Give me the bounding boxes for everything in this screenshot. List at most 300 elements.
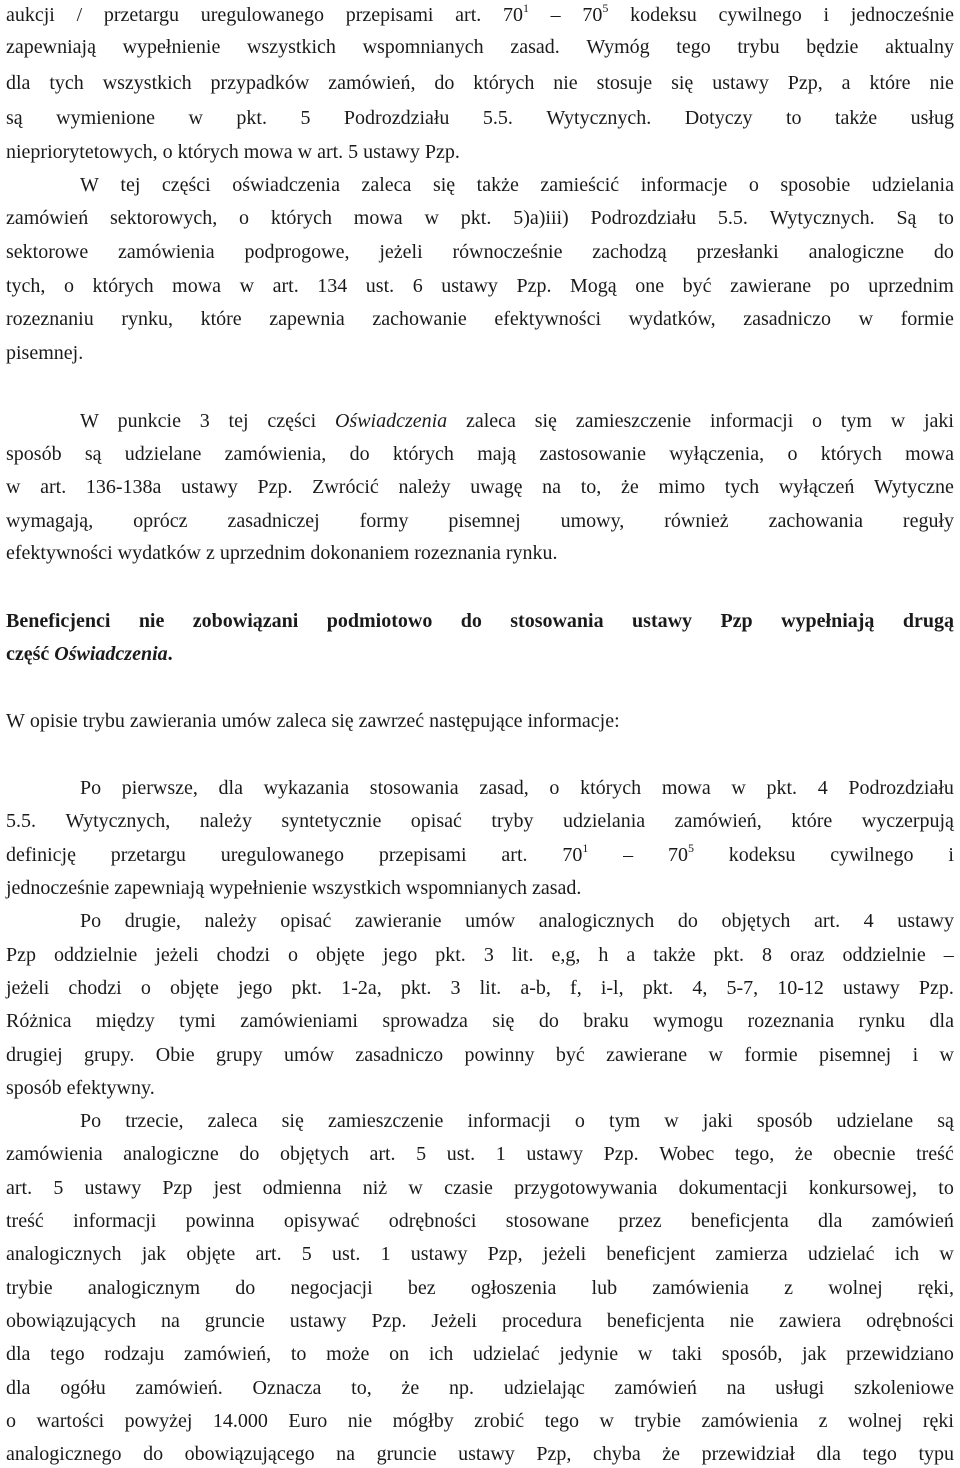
- word: zamówienia: [652, 1277, 749, 1299]
- text-line: [6, 2, 954, 28]
- word: Jeżeli: [431, 1310, 477, 1332]
- word: zapewniają: [114, 877, 205, 899]
- word: Pzp.: [516, 275, 552, 297]
- word: na: [160, 1310, 180, 1332]
- word: niż: [362, 1177, 388, 1199]
- word: szkoleniowe: [853, 1377, 954, 1399]
- word: sposób,: [721, 1343, 783, 1365]
- word: drugą: [902, 610, 954, 632]
- word: jaki: [702, 1110, 733, 1132]
- word: 1-2a,: [341, 977, 382, 999]
- word: uwagę: [470, 476, 523, 498]
- word: 5.5.: [482, 107, 513, 129]
- word: on: [389, 1343, 410, 1365]
- word: analogiczne: [123, 1143, 219, 1165]
- word: mowa: [243, 141, 293, 163]
- word: taki: [672, 1343, 703, 1365]
- word: Wymóg: [586, 36, 650, 58]
- word: 5: [301, 1243, 312, 1265]
- word: także: [476, 174, 519, 196]
- word: i: [823, 4, 830, 26]
- word: 1: [380, 1243, 391, 1265]
- word: ogółu: [60, 1377, 106, 1399]
- word: nie: [729, 1310, 755, 1332]
- word: uregulowanego: [220, 844, 345, 866]
- text-line: [6, 1075, 954, 1101]
- word: Pzp: [720, 610, 753, 632]
- word: opisać: [410, 810, 462, 832]
- word: Obie: [155, 1044, 195, 1066]
- word: opisywać: [283, 1210, 360, 1232]
- word: sprowadza: [382, 1010, 468, 1032]
- word: punkcie: [117, 410, 181, 432]
- word: pierwsze,: [121, 777, 198, 799]
- word: art.: [255, 1243, 282, 1265]
- word: to: [938, 1177, 954, 1199]
- word: Oświadczenia.: [54, 643, 173, 665]
- word: w: [731, 777, 746, 799]
- text-line: [6, 1141, 954, 1167]
- word: gruncie: [204, 1310, 265, 1332]
- word: tego: [544, 1410, 580, 1432]
- word: ustawy: [632, 610, 693, 632]
- word: ustawy: [843, 977, 900, 999]
- word: ręki: [922, 1410, 954, 1432]
- word: zasad,: [479, 777, 529, 799]
- word: do: [538, 1010, 559, 1032]
- word: rozeznaniu: [6, 308, 94, 330]
- word: 10-12: [777, 977, 824, 999]
- word: dla: [818, 1210, 843, 1232]
- word: oraz: [790, 944, 825, 966]
- word: które: [200, 308, 242, 330]
- word: tym: [609, 1110, 641, 1132]
- word: Podrozdziału: [590, 207, 697, 229]
- word: o: [787, 443, 798, 465]
- word: wykazania: [263, 777, 350, 799]
- word: e,g,: [551, 944, 581, 966]
- word: ust.: [332, 1243, 361, 1265]
- word: uprzednim: [219, 542, 306, 564]
- word: rynku: [858, 1010, 906, 1032]
- text-line: [80, 1108, 954, 1134]
- text-line: [6, 474, 954, 500]
- word: zachowania: [768, 510, 863, 532]
- word: to: [938, 207, 954, 229]
- word: i-l,: [600, 977, 624, 999]
- word: 5: [53, 1177, 64, 1199]
- word: mimo: [658, 476, 706, 498]
- word: chodzi: [68, 977, 122, 999]
- word: a-b,: [520, 977, 551, 999]
- word: Pzp,: [787, 72, 823, 94]
- word: się: [331, 710, 354, 732]
- word: przetargu: [110, 844, 186, 866]
- word: lit.: [511, 944, 534, 966]
- word: zamówień: [6, 207, 89, 229]
- word: Pzp,: [536, 1443, 572, 1465]
- word: Wytycznych.: [769, 207, 875, 229]
- word: lub: [591, 1277, 618, 1299]
- word: że: [794, 1143, 813, 1165]
- text-line: [6, 508, 954, 534]
- word: beneficjenta: [690, 1210, 789, 1232]
- word: również: [664, 510, 729, 532]
- word: oddzielnie: [54, 944, 138, 966]
- text-line: [6, 1375, 954, 1401]
- word: pkt.: [291, 977, 323, 999]
- word: zaleca: [276, 710, 327, 732]
- word: jego: [237, 977, 273, 999]
- word: 5)a)iii): [513, 207, 569, 229]
- word: w: [599, 1410, 614, 1432]
- word: Euro: [288, 1410, 328, 1432]
- word: przetargu: [103, 4, 179, 26]
- word: które: [791, 810, 833, 832]
- word: udzielania: [562, 810, 646, 832]
- text-line: [6, 540, 954, 566]
- word: pkt.: [435, 944, 466, 966]
- text-line: [80, 775, 954, 801]
- word: być: [555, 1044, 585, 1066]
- word: sposób: [756, 1110, 813, 1132]
- word: wypełnienie: [122, 36, 221, 58]
- word: jak: [802, 1343, 827, 1365]
- word: art.: [6, 1177, 33, 1199]
- word: zawiera: [779, 1310, 842, 1332]
- bold-heading-line: [6, 608, 954, 634]
- word: jak: [141, 1243, 167, 1265]
- word: wspomnianych: [362, 36, 484, 58]
- word: do: [239, 1143, 260, 1165]
- word: mowa: [661, 777, 711, 799]
- word: efektywności: [494, 308, 602, 330]
- word: wolnej: [847, 1410, 903, 1432]
- word: beneficjenta: [606, 1310, 705, 1332]
- word: zamówieniami: [240, 1010, 358, 1032]
- word: art.: [501, 844, 528, 866]
- word: o: [140, 977, 151, 999]
- word: jednocześnie: [850, 4, 954, 26]
- word: h: [598, 944, 609, 966]
- word: mógłby: [392, 1410, 454, 1432]
- word: są: [937, 1110, 954, 1132]
- word: dokumentacji: [678, 1177, 788, 1199]
- word: pkt.: [460, 207, 492, 229]
- word: /: [76, 4, 83, 26]
- word: –: [943, 944, 954, 966]
- word: stosowania: [369, 777, 459, 799]
- word: umowy,: [560, 510, 625, 532]
- word: się: [432, 174, 456, 196]
- word: nie: [138, 610, 165, 632]
- word: ustawy: [181, 476, 238, 498]
- text-line: [6, 273, 954, 299]
- text-line: [6, 34, 954, 60]
- text-line: [6, 708, 954, 734]
- word: wymagają,: [6, 510, 94, 532]
- word: wypełnienie: [209, 877, 307, 899]
- word: ustawy: [289, 1310, 347, 1332]
- word: one: [635, 275, 665, 297]
- word: treść: [916, 1143, 954, 1165]
- word: równocześnie: [452, 241, 563, 263]
- word: udzielane: [124, 443, 202, 465]
- word: w: [939, 1044, 954, 1066]
- word: jaki: [923, 410, 954, 432]
- word: na: [542, 476, 562, 498]
- word: czasie: [444, 1177, 493, 1199]
- word: może: [326, 1343, 370, 1365]
- word: definicję: [6, 844, 76, 866]
- text-line: [80, 408, 954, 434]
- word: Różnica: [6, 1010, 72, 1032]
- word: analogicznych: [538, 910, 655, 932]
- word: do: [933, 241, 954, 263]
- word: dla: [6, 1343, 31, 1365]
- word: tych: [724, 476, 760, 498]
- word: z: [818, 1410, 828, 1432]
- word: drugiej: [6, 1044, 63, 1066]
- word: dla: [218, 777, 243, 799]
- word: 3: [483, 944, 494, 966]
- word: kodeksu: [728, 844, 796, 866]
- word: także: [834, 107, 878, 129]
- word: Podrozdziału: [343, 107, 450, 129]
- word: wymienione: [56, 107, 156, 129]
- word: Mogą: [570, 275, 617, 297]
- word: wszystkich: [247, 36, 336, 58]
- word: będzie: [806, 36, 859, 58]
- text-line: [6, 942, 954, 968]
- text-line: [6, 975, 954, 1001]
- word: pkt.: [766, 777, 798, 799]
- word: zaleca: [465, 410, 516, 432]
- word: których: [473, 72, 535, 94]
- word: tych: [49, 72, 84, 94]
- word: Beneficjenci: [6, 610, 111, 632]
- word: odrębności: [388, 1210, 477, 1232]
- word: stosowania: [510, 610, 604, 632]
- word: w: [188, 107, 203, 129]
- word: należy: [204, 910, 257, 932]
- word: a: [841, 72, 851, 94]
- word: mają: [477, 443, 517, 465]
- word: zapewnia: [269, 308, 345, 330]
- word: podprogowe,: [244, 241, 350, 263]
- word: Po: [80, 777, 102, 799]
- word: 5: [416, 1143, 427, 1165]
- word: konkursowej,: [808, 1177, 918, 1199]
- word: negocjacji: [290, 1277, 373, 1299]
- word: 4: [863, 910, 874, 932]
- word: chyba: [592, 1443, 641, 1465]
- word: z: [784, 1277, 794, 1299]
- word: sektorowych,: [110, 207, 218, 229]
- word: analogicznych: [6, 1243, 122, 1265]
- word: $70^5$: [582, 1, 609, 26]
- word: formy: [359, 510, 409, 532]
- word: pisemnej.: [6, 342, 84, 364]
- word: umów: [284, 1044, 335, 1066]
- word: 5-7,: [726, 977, 759, 999]
- word: zaleca: [207, 1110, 258, 1132]
- text-line: [6, 1241, 954, 1267]
- word: mowa: [172, 275, 222, 297]
- word: mowa: [905, 443, 954, 465]
- word: chodzi: [216, 944, 270, 966]
- word: ust.: [446, 1143, 476, 1165]
- word: Po: [80, 1110, 102, 1132]
- word: których: [820, 443, 882, 465]
- word: o: [812, 410, 823, 432]
- word: 4,: [692, 977, 708, 999]
- word: do: [460, 610, 482, 632]
- text-line: [6, 1275, 954, 1301]
- word: efektywności: [6, 542, 113, 564]
- word: 4: [817, 777, 828, 799]
- word: ust.: [365, 275, 395, 297]
- word: Pzp.: [371, 1310, 407, 1332]
- text-line: [6, 239, 954, 265]
- word: tryby: [491, 810, 534, 832]
- word: art.: [813, 910, 841, 932]
- word: w: [939, 1243, 954, 1265]
- word: Wytycznych,: [65, 810, 171, 832]
- text-line: [6, 105, 954, 131]
- word: –: [623, 844, 634, 866]
- word: się: [281, 1110, 304, 1132]
- text-line: [6, 1008, 954, 1034]
- word: trybie: [6, 1277, 53, 1299]
- word: W: [80, 174, 99, 196]
- text-line: [6, 1408, 954, 1434]
- word: obecnie: [833, 1143, 896, 1165]
- word: $70^5$: [667, 841, 694, 866]
- word: dla: [6, 72, 31, 94]
- text-line: [6, 1208, 954, 1234]
- word: bez: [407, 1277, 436, 1299]
- word: Pzp.: [257, 476, 293, 498]
- word: tej: [228, 410, 249, 432]
- word: grupy: [216, 1044, 263, 1066]
- word: po: [829, 275, 850, 297]
- word: a: [626, 944, 636, 966]
- word: informacje: [640, 174, 728, 196]
- word: Są: [896, 207, 917, 229]
- word: o: [549, 777, 560, 799]
- word: tego: [862, 1443, 897, 1465]
- word: informacje:: [527, 710, 620, 732]
- word: zaleca: [361, 174, 412, 196]
- word: udzielania: [871, 174, 954, 196]
- word: wypełniają: [781, 610, 875, 632]
- word: umów: [221, 710, 272, 732]
- word: reguły: [902, 510, 954, 532]
- word: których: [92, 275, 154, 297]
- word: art.: [455, 4, 482, 26]
- word: przepisami: [378, 844, 467, 866]
- word: sektorowe: [6, 241, 89, 263]
- word: podmiotowo: [326, 610, 433, 632]
- word: jego: [382, 944, 418, 966]
- word: oświadczenia: [232, 174, 340, 196]
- word: ich: [428, 1343, 454, 1365]
- word: wyłączeń: [778, 476, 855, 498]
- word: zawierania: [129, 710, 217, 732]
- word: zamówień: [614, 1377, 697, 1399]
- word: kodeksu: [630, 4, 697, 26]
- word: obowiązującego: [184, 1443, 315, 1465]
- word: przewidziano: [846, 1343, 954, 1365]
- word: także: [653, 944, 696, 966]
- word: objęte: [315, 944, 365, 966]
- word: 5.5.: [6, 810, 36, 832]
- word: do: [143, 1443, 164, 1465]
- word: Pzp.: [424, 141, 460, 163]
- word: rodzaju: [104, 1343, 165, 1365]
- word: 1: [495, 1143, 506, 1165]
- word: objęte: [169, 977, 219, 999]
- word: trybu: [82, 710, 125, 732]
- word: drugie,: [124, 910, 181, 932]
- word: Wytyczne: [874, 476, 954, 498]
- word: zamówienia,: [224, 443, 327, 465]
- word: odmienna: [262, 1177, 342, 1199]
- word: zamówienia: [118, 241, 215, 263]
- word: Zwrócić: [312, 476, 379, 498]
- word: do: [677, 910, 698, 932]
- word: zawierane: [606, 1044, 688, 1066]
- word: 5: [348, 141, 359, 163]
- word: części: [161, 174, 211, 196]
- word: w: [6, 476, 21, 498]
- word: się: [534, 410, 557, 432]
- word: przewidział: [701, 1443, 795, 1465]
- word: trzecie,: [125, 1110, 184, 1132]
- word: których: [177, 141, 239, 163]
- word: efektywny.: [66, 1077, 155, 1099]
- word: sposób: [6, 443, 62, 465]
- text-line: [80, 172, 954, 198]
- text-line: [6, 306, 954, 332]
- word: których: [270, 207, 332, 229]
- word: Pzp: [162, 1177, 193, 1199]
- bold-heading-line: [6, 641, 954, 667]
- word: 3: [199, 410, 210, 432]
- word: Pzp,: [487, 1243, 523, 1265]
- word: ustawy: [712, 72, 769, 94]
- word: dla: [816, 1443, 841, 1465]
- word: przez: [618, 1210, 662, 1232]
- word: się: [671, 72, 694, 94]
- word: uprzednim: [868, 275, 954, 297]
- word: Dotyczy: [684, 107, 753, 129]
- word: tymi: [179, 1010, 216, 1032]
- word: 3: [450, 977, 461, 999]
- word: pkt.: [642, 977, 674, 999]
- word: gruncie: [376, 1443, 437, 1465]
- word: niepriorytetowych,: [6, 141, 158, 163]
- word: jednocześnie: [6, 877, 110, 899]
- word: typu: [918, 1443, 954, 1465]
- word: rozeznania: [414, 542, 501, 564]
- word: które: [869, 72, 911, 94]
- word: dokonaniem: [310, 542, 410, 564]
- word: informacji: [467, 1110, 551, 1132]
- word: Oznacza: [252, 1377, 322, 1399]
- word: jedynie: [559, 1343, 619, 1365]
